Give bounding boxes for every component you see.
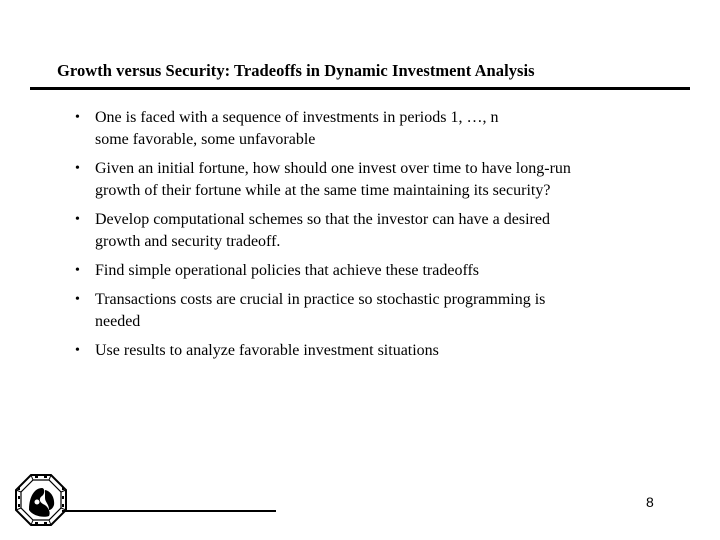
title-divider xyxy=(30,87,690,90)
bullet-marker: • xyxy=(75,161,80,176)
bullet-text: Find simple operational policies that achieve these tradeoffs xyxy=(95,262,480,279)
bullet-item xyxy=(75,260,675,282)
bullet-marker: • xyxy=(75,212,80,227)
bullet-text: One is faced with a sequence of investments in periods 1, …, n some favorable, some unfavorable xyxy=(95,109,499,148)
slide-title: Growth versus Security: Tradeoffs in Dynamic Investment Analysis xyxy=(57,61,535,80)
footer-divider xyxy=(62,510,276,512)
bullet-item xyxy=(75,158,675,202)
bullet-marker: • xyxy=(75,263,80,278)
bullet-text: Use results to analyze favorable investment situations xyxy=(95,342,439,359)
bullet-text: Develop computational schemes so that the investor can have a desired growth and security tradeoff. xyxy=(95,211,550,250)
octagon-seal-logo-icon xyxy=(15,474,67,526)
page-number: 8 xyxy=(646,494,654,510)
bullet-marker: • xyxy=(75,343,80,358)
bullet-text: Transactions costs are crucial in practice so stochastic programming is needed xyxy=(95,291,546,330)
bullet-item xyxy=(75,289,675,333)
bullet-item xyxy=(75,340,675,362)
bullet-item xyxy=(75,107,675,151)
bullet-text: Given an initial fortune, how should one invest over time to have long-run growth of their fortune while at the same time maintaining its security? xyxy=(95,160,571,199)
bullet-list xyxy=(75,107,675,362)
bullet-marker: • xyxy=(75,292,80,307)
bullet-item xyxy=(75,209,675,253)
bullet-marker: • xyxy=(75,110,80,125)
